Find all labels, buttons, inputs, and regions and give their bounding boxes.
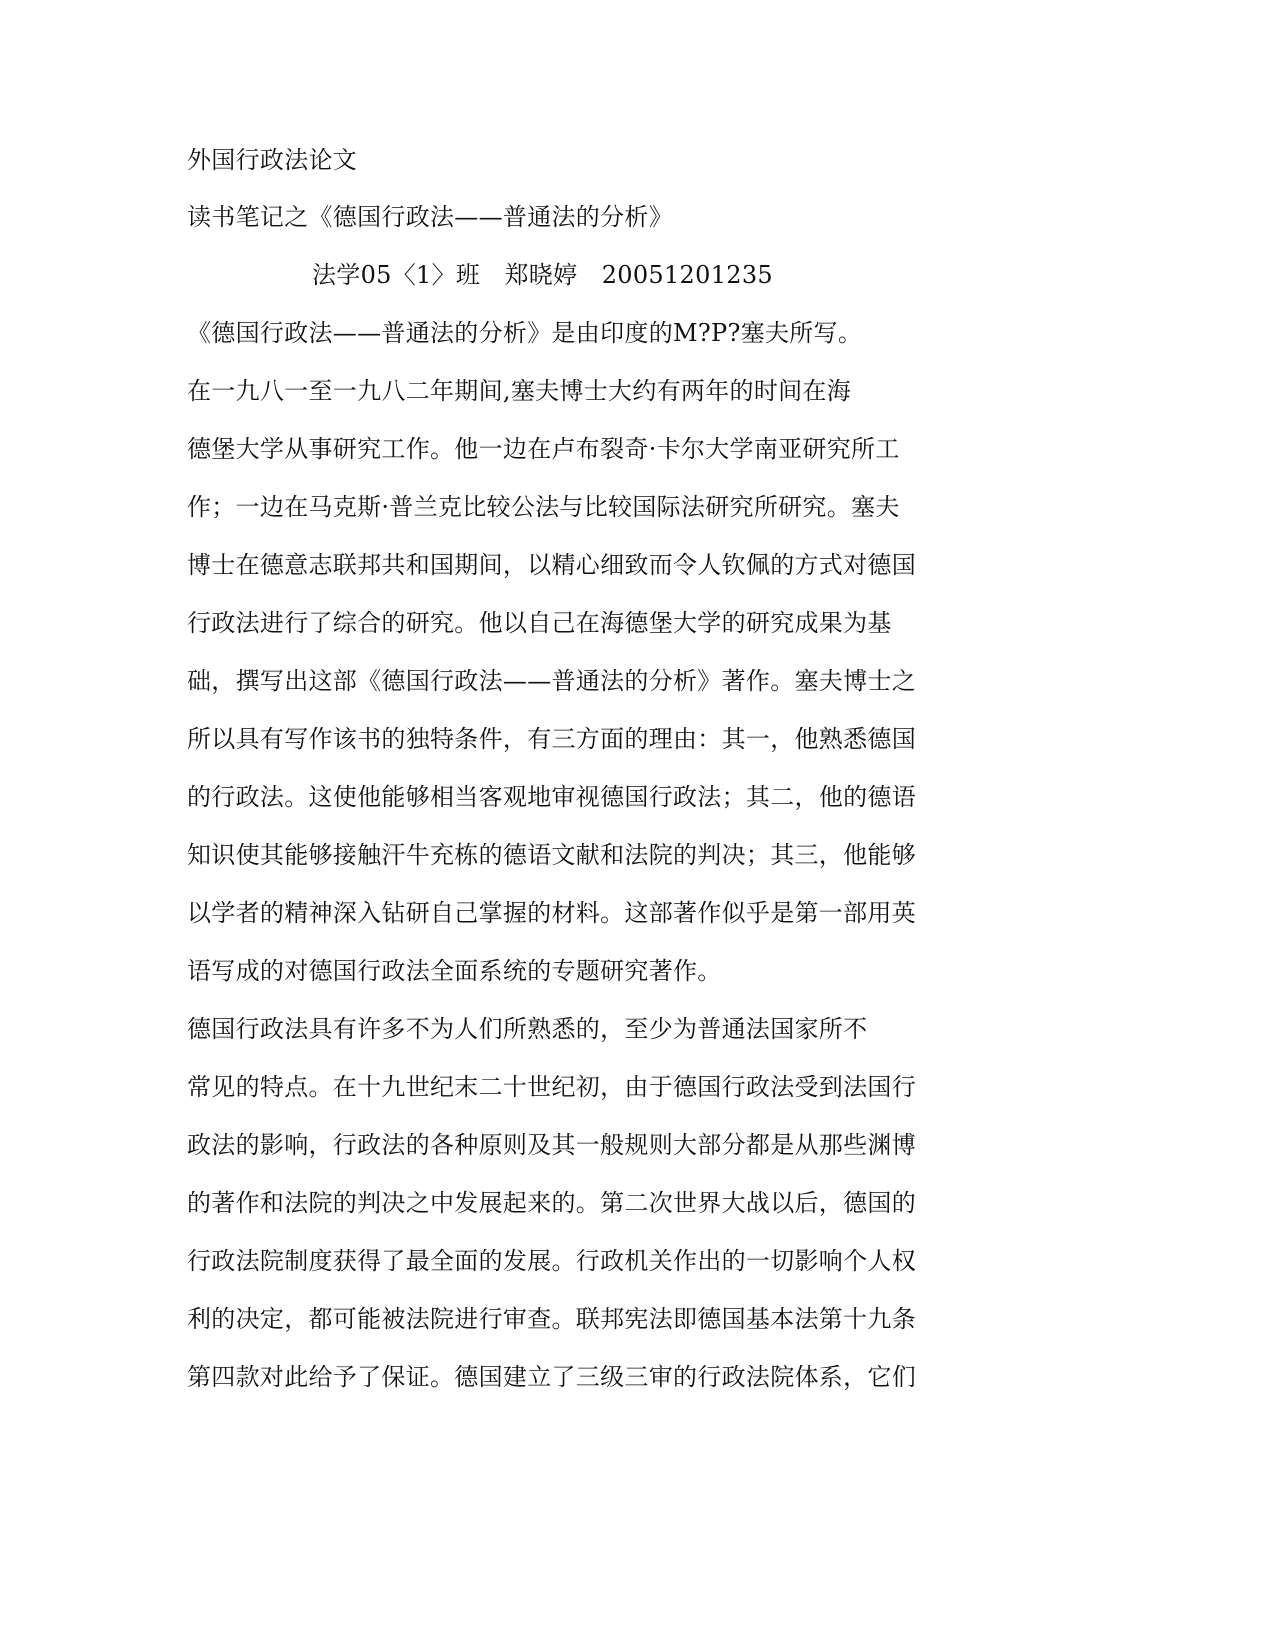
- paragraph-line: 知识使其能够接触汗牛充栋的德语文献和法院的判决；其三，他能够: [187, 841, 916, 869]
- document-category: 外国行政法论文: [187, 146, 358, 174]
- paragraph-line: 行政法院制度获得了最全面的发展。行政机关作出的一切影响个人权: [187, 1247, 916, 1275]
- paragraph-line: 所以具有写作该书的独特条件，有三方面的理由：其一，他熟悉德国: [187, 725, 916, 753]
- paragraph-line: 作；一边在马克斯·普兰克比较公法与比较国际法研究所研究。塞夫: [187, 493, 900, 521]
- paragraph-line: 政法的影响，行政法的各种原则及其一般规则大部分都是从那些渊博: [187, 1131, 916, 1159]
- paragraph-line: 的行政法。这使他能够相当客观地审视德国行政法；其二，他的德语: [187, 783, 916, 811]
- intro-line: 《德国行政法——普通法的分析》是由印度的M?P?塞夫所写。: [187, 319, 863, 347]
- paragraph-line: 博士在德意志联邦共和国期间，以精心细致而令人钦佩的方式对德国: [187, 551, 916, 579]
- paragraph-line: 德堡大学从事研究工作。他一边在卢布裂奇·卡尔大学南亚研究所工: [187, 435, 900, 463]
- paragraph-line: 常见的特点。在十九世纪末二十世纪初，由于德国行政法受到法国行: [187, 1073, 916, 1101]
- paragraph-line: 以学者的精神深入钻研自己掌握的材料。这部著作似乎是第一部用英: [187, 899, 916, 927]
- paragraph-line: 德国行政法具有许多不为人们所熟悉的，至少为普通法国家所不: [187, 1015, 868, 1043]
- paragraph-line: 语写成的对德国行政法全面系统的专题研究著作。: [187, 957, 722, 985]
- paragraph-line: 础，撰写出这部《德国行政法——普通法的分析》著作。塞夫博士之: [187, 667, 916, 695]
- paragraph-line: 行政法进行了综合的研究。他以自己在海德堡大学的研究成果为基: [187, 609, 892, 637]
- paragraph-line: 第四款对此给予了保证。德国建立了三级三审的行政法院体系，它们: [187, 1363, 916, 1391]
- paragraph-line: 利的决定，都可能被法院进行审查。联邦宪法即德国基本法第十九条: [187, 1305, 916, 1333]
- paragraph-line: 在一九八一至一九八二年期间,塞夫博士大约有两年的时间在海: [187, 377, 852, 405]
- author-line: 法学05〈1〉班 郑晓婷 20051201235: [312, 261, 773, 289]
- paragraph-line: 的著作和法院的判决之中发展起来的。第二次世界大战以后，德国的: [187, 1189, 916, 1217]
- document-title: 读书笔记之《德国行政法——普通法的分析》: [187, 203, 673, 231]
